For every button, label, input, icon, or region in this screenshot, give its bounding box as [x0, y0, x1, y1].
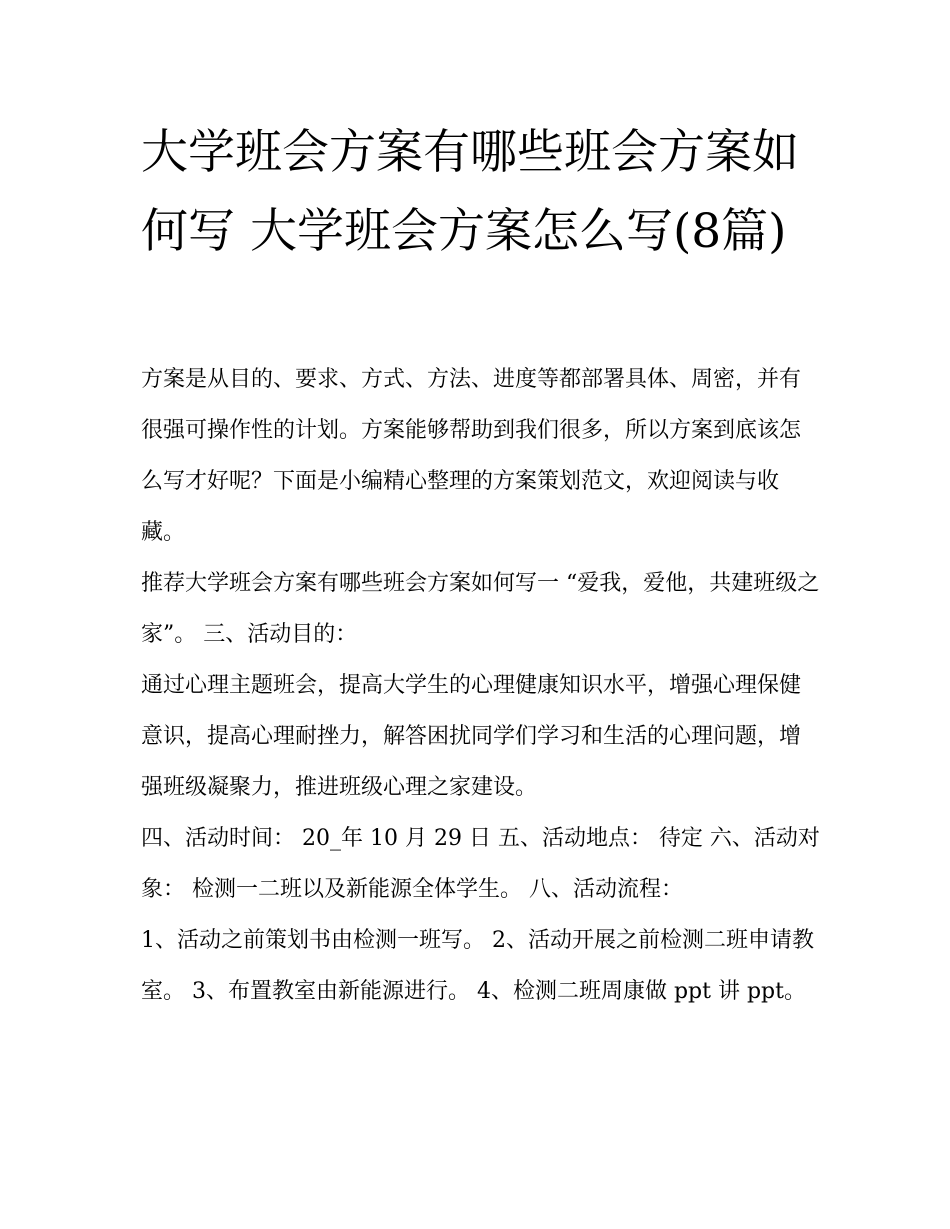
- document-body: [141, 354, 821, 1017]
- paragraph-recommend: 推荐大学班会方案有哪些班会方案如何写一 “爱我，爱他，共建班级之家”。 三、活动目的：: [141, 571, 820, 647]
- paragraph-flow: 1、活动之前策划书由检测一班写。 2、活动开展之前检测二班申请教室。 3、布置教室由新能源进行。 4、检测二班周康做 ppt 讲 ppt。: [141, 928, 814, 1004]
- paragraph-purpose: 通过心理主题班会，提高大学生的心理健康知识水平，增强心理保健意识，提高心理耐挫力，解答困扰同学们学习和生活的心理问题，增强班级凝聚力，推进班级心理之家建设。: [141, 673, 802, 800]
- paragraph-time-place: 四、活动时间： 20_年 10 月 29 日 五、活动地点： 待定 六、活动对象： 检测一二班以及新能源全体学生。 八、活动流程：: [141, 826, 820, 902]
- paragraph-intro: 方案是从目的、要求、方式、方法、进度等都部署具体、周密，并有很强可操作性的计划。方案能够帮助到我们很多，所以方案到底该怎么写才好呢？下面是小编精心整理的方案策划范文，欢迎阅读与收藏。: [141, 367, 802, 545]
- document-title: 大学班会方案有哪些班会方案如何写 大学班会方案怎么写(8篇): [141, 125, 799, 259]
